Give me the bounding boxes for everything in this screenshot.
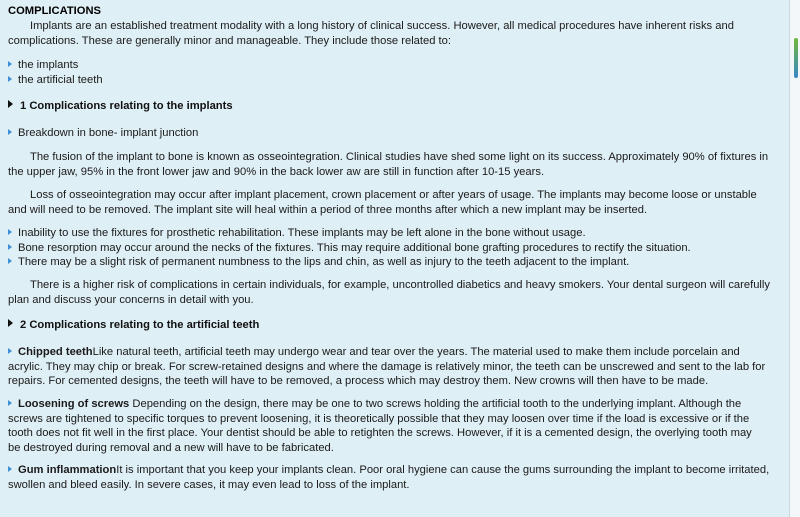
section-2-heading: 2 Complications relating to the artificial teeth xyxy=(8,318,790,333)
bullet-arrow-icon xyxy=(8,258,12,264)
loosening-screws-paragraph xyxy=(8,397,790,455)
chipped-teeth-label: Chipped teeth xyxy=(18,346,93,358)
loosening-line-4: be destroyed during removal and a new will have to be fabricated. xyxy=(8,441,334,454)
risk-paragraph xyxy=(8,278,790,307)
list-item: Inability to use the fixtures for prosthetic rehabilitation. These implants may be left alone in the bone without usage. xyxy=(8,226,790,241)
loosening-screws-label: Loosening of screws xyxy=(18,398,130,410)
scrollbar-thumb[interactable] xyxy=(794,38,798,78)
p1-line-1: The fusion of the implant to bone is known as osseointegration. Clinical studies have shed some light on its success. Approximately 90% of fixtures in xyxy=(30,151,769,163)
loosening-line-2: screws are tightened to specific torques to prevent loosening, it is theoretically possible that they may loosen over time if the load is excessive or if the xyxy=(8,412,750,425)
gum-line-2: swollen and bleed easily. In severe cases, it may even lead to loss of the implant. xyxy=(8,478,410,491)
p3-line-1: There is a higher risk of complications in certain individuals, for example, uncontrolled diabetics and heavy smokers. Your dental surgeon will carefully xyxy=(30,279,770,291)
intro-list xyxy=(8,58,790,87)
loosening-line-1: Depending on the design, there may be one to two screws holding the artificial tooth to the underlying implant. Although the xyxy=(129,398,742,410)
list-item: the implants xyxy=(8,58,790,73)
intro-line-2: complications. These are generally minor and manageable. They include those related to: xyxy=(8,34,451,47)
chipped-line-2: acrylic. They may chip or break. For screw-retained designs and where the damage is relatively minor, the teeth can be unscrewed and sent to the lab for xyxy=(8,360,766,373)
bullet-arrow-icon xyxy=(8,229,12,235)
bullet-arrow-icon xyxy=(8,61,12,67)
bullet-arrow-icon xyxy=(8,348,12,354)
bullet-arrow-icon xyxy=(8,466,12,472)
gum-line-1: It is important that you keep your implants clean. Poor oral hygiene can cause the gums surrounding the implant to become irritated, xyxy=(116,464,770,476)
bullet-arrow-icon xyxy=(8,129,12,135)
list-item: There may be a slight risk of permanent numbness to the lips and chin, as well as injury to the teeth adjacent to the implant. xyxy=(8,255,790,270)
loss-paragraph xyxy=(8,188,790,217)
section-arrow-icon xyxy=(8,319,13,327)
chipped-teeth-paragraph xyxy=(8,345,790,389)
section-1-bullets xyxy=(8,226,790,270)
p2-line-1: Loss of osseointegration may occur after implant placement, crown placement or after years of usage. The implants may become loose or unstable xyxy=(30,189,757,201)
page-title: COMPLICATIONS xyxy=(8,5,102,17)
vertical-scrollbar[interactable] xyxy=(789,0,800,517)
p3-line-2: plan and discuss your concerns in detail with you. xyxy=(8,293,254,306)
breakdown-label: Breakdown in bone- implant junction xyxy=(8,126,790,141)
loosening-line-3: tooth does not fit well in the first place. Your dentist should be able to retighten the screws. However, if it is a cemented design, the overlying tooth may xyxy=(8,427,752,439)
bullet-arrow-icon xyxy=(8,400,12,406)
bullet-arrow-icon xyxy=(8,76,12,82)
section-1-heading: 1 Complications relating to the implants xyxy=(8,99,790,114)
p1-line-2: the upper jaw, 95% in the front lower jaw and 90% in the back lower aw are still in function after 10-15 years. xyxy=(8,165,545,178)
gum-inflammation-label: Gum inflammation xyxy=(18,464,117,476)
gum-inflammation-paragraph xyxy=(8,463,790,492)
intro-paragraph xyxy=(8,19,790,48)
intro-line-1: Implants are an established treatment modality with a long history of clinical success. However, all medical procedures have inherent risks and xyxy=(30,20,734,32)
section-arrow-icon xyxy=(8,100,13,108)
osseointegration-paragraph xyxy=(8,150,790,179)
list-item: Bone resorption may occur around the necks of the fixtures. This may require additional bone grafting procedures to rectify the situation. xyxy=(8,241,790,256)
list-item: the artificial teeth xyxy=(8,73,790,88)
chipped-line-1: Like natural teeth, artificial teeth may undergo wear and tear over the years. The material used to make them include porcelain and xyxy=(92,346,740,358)
bullet-arrow-icon xyxy=(8,244,12,250)
p2-line-2: and will need to be removed. The implant site will heal within a period of three months after which a new implant may be inserted. xyxy=(8,203,648,216)
chipped-line-3: repairs. For cemented designs, the teeth will have to be removed, a process which may destroy them. New crowns will then have to be made. xyxy=(8,375,709,387)
